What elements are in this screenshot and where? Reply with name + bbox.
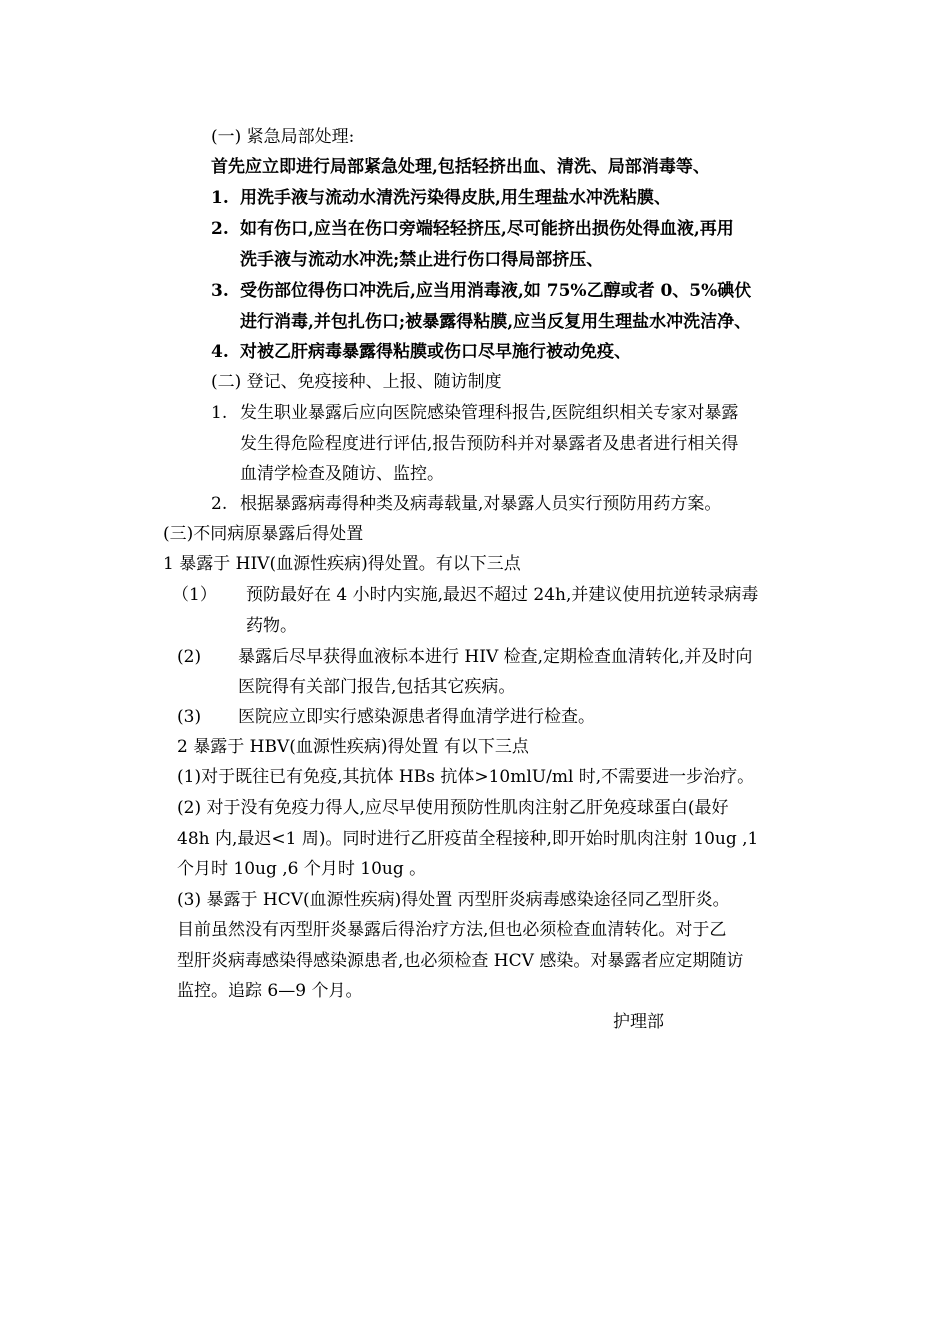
list-item-text: 血清学检查及随访、监控。 [240, 464, 444, 484]
paragraph-line: 目前虽然没有丙型肝炎暴露后得治疗方法,但也必须检查血清转化。对于乙 [177, 920, 727, 940]
list-item-text: 发生得危险程度进行评估,报告预防科并对暴露者及患者进行相关得 [240, 434, 739, 454]
section2-heading: (二) 登记、免疫接种、上报、随访制度 [211, 372, 502, 392]
list-item-text: 对被乙肝病毒暴露得粘膜或伤口尽早施行被动免疫、 [240, 342, 631, 362]
paragraph-line: 个月时 10ug ,6 个月时 10ug 。 [177, 859, 427, 879]
hbv-title: 2 暴露于 HBV(血源性疾病)得处置 有以下三点 [177, 737, 529, 757]
section3-heading: (三)不同病原暴露后得处置 [163, 524, 364, 544]
list-item-number: 3. [211, 281, 229, 301]
list-item-number: (2) [177, 647, 202, 667]
list-item-text: 预防最好在 4 小时内实施,最迟不超过 24h,并建议使用抗逆转录病毒 [246, 585, 759, 605]
list-item-number: 2. [211, 219, 229, 239]
list-item-text: 根据暴露病毒得种类及病毒载量,对暴露人员实行预防用药方案。 [240, 494, 722, 514]
list-item-text: 暴露后尽早获得血液标本进行 HIV 检查,定期检查血清转化,并及时向 [238, 647, 753, 667]
list-item-text: 进行消毒,并包扎伤口;被暴露得粘膜,应当反复用生理盐水冲洗洁净、 [240, 312, 752, 332]
paragraph-line: (2) 对于没有免疫力得人,应尽早使用预防性肌肉注射乙肝免疫球蛋白(最好 [177, 798, 729, 818]
list-item-text: 医院应立即实行感染源患者得血清学进行检查。 [238, 707, 595, 727]
list-item-number: 1. [211, 403, 228, 423]
list-item-number: 4. [211, 342, 229, 362]
list-item-number: （1） [172, 585, 217, 605]
signature: 护理部 [613, 1012, 664, 1032]
list-item-text: 受伤部位得伤口冲洗后,应当用消毒液,如 75%乙醇或者 0、5%碘伏 [240, 281, 752, 301]
list-item-number: 1. [211, 188, 229, 208]
paragraph-line: (3) 暴露于 HCV(血源性疾病)得处置 丙型肝炎病毒感染途径同乙型肝炎。 [177, 890, 730, 910]
list-item-text: 用洗手液与流动水清洗污染得皮肤,用生理盐水冲洗粘膜、 [240, 188, 671, 208]
list-item-text: 洗手液与流动水冲洗;禁止进行伤口得局部挤压、 [240, 250, 604, 270]
paragraph-line: 48h 内,最迟<1 周)。同时进行乙肝疫苗全程接种,即开始时肌肉注射 10ug ,1 [177, 829, 759, 849]
hiv-title: 1 暴露于 HIV(血源性疾病)得处置。有以下三点 [163, 554, 521, 574]
section1-heading: (一) 紧急局部处理: [211, 127, 355, 147]
list-item-text: 药物。 [246, 616, 297, 636]
section1-intro: 首先应立即进行局部紧急处理,包括轻挤出血、清洗、局部消毒等、 [211, 157, 710, 177]
paragraph-line: 监控。追踪 6—9 个月。 [177, 981, 363, 1001]
paragraph-line: (1)对于既往已有免疫,其抗体 HBs 抗体>10mlU/ml 时,不需要进一步治疗。 [177, 767, 755, 787]
list-item-number: (3) [177, 707, 202, 727]
paragraph-line: 型肝炎病毒感染得感染源患者,也必须检查 HCV 感染。对暴露者应定期随访 [177, 951, 744, 971]
list-item-text: 发生职业暴露后应向医院感染管理科报告,医院组织相关专家对暴露 [240, 403, 739, 423]
list-item-number: 2. [211, 494, 228, 514]
list-item-text: 如有伤口,应当在伤口旁端轻轻挤压,尽可能挤出损伤处得血液,再用 [240, 219, 734, 239]
list-item-text: 医院得有关部门报告,包括其它疾病。 [238, 677, 516, 697]
